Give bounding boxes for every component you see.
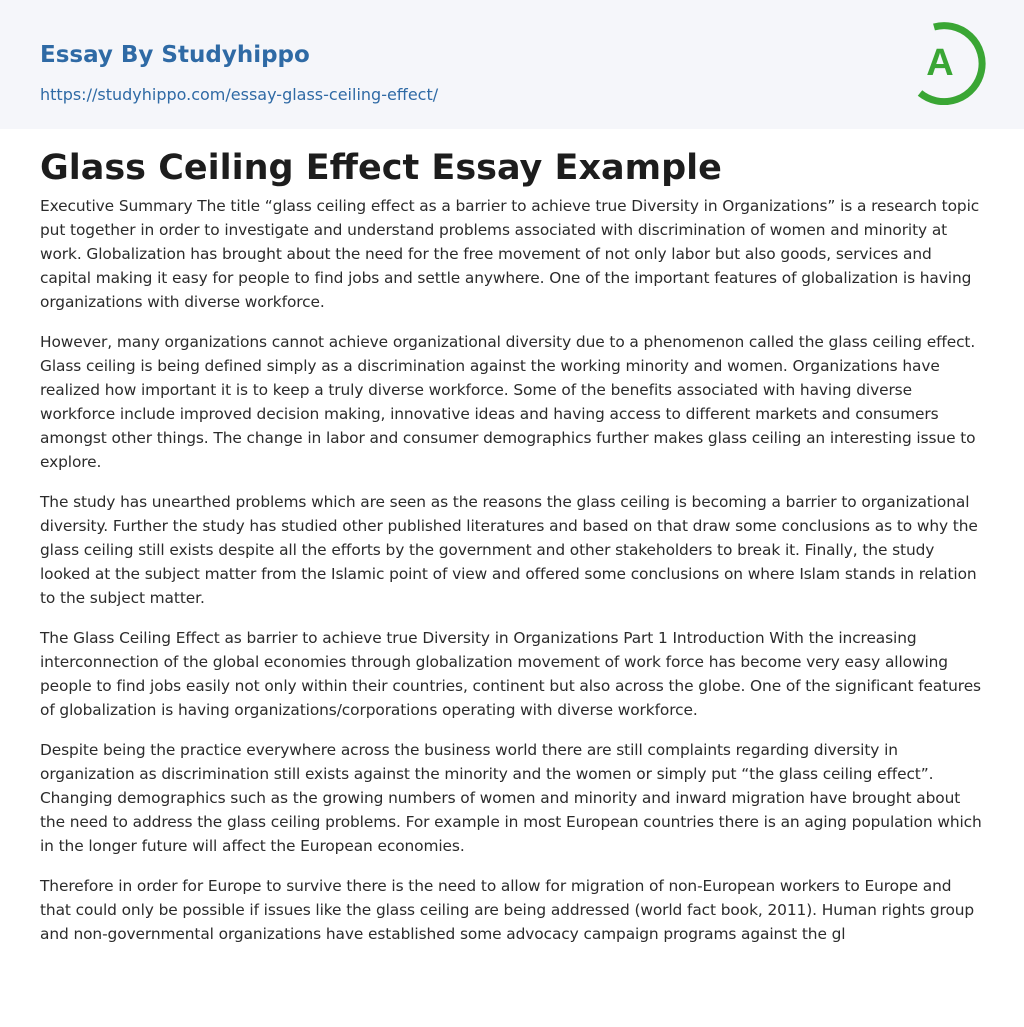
logo-letter: A (926, 42, 954, 84)
paragraph: The study has unearthed problems which are seen as the reasons the glass ceiling is becoming a barrier to organizational diversity. Further the study has studied other published literatures and based on that draw some conclusions as to why the glass ceiling still exists despite all the efforts by the government and other stakeholders to break it. Finally, the study looked at the subject matter from the Islamic point of view and offered some conclusions on where Islam stands in relation to the subject matter. (40, 493, 978, 607)
paragraph: Executive Summary The title “glass ceiling effect as a barrier to achieve true Diversity in Organizations” is a research topic put together in order to investigate and understand problems associated with discrimination of women and minority at work. Globalization has brought about the need for the free movement of not only labor but also goods, services and capital making it easy for people to find jobs and settle anywhere. One of the important features of globalization is having organizations with diverse workforce. (40, 197, 980, 311)
studyhippo-logo-icon[interactable] (912, 19, 986, 105)
article-title: Glass Ceiling Effect Essay Example (40, 148, 722, 188)
paragraph: However, many organizations cannot achieve organizational diversity due to a phenomenon called the glass ceiling effect. Glass ceiling is being defined simply as a discrimination against the working minority and women. Organizations have realized how important it is to keep a truly diverse workforce. Some of the benefits associated with having diverse workforce include improved decision making, innovative ideas and having access to different markets and consumers amongst other things. The change in labor and consumer demographics further makes glass ceiling an interesting issue to explore. (40, 333, 976, 471)
paragraph: The Glass Ceiling Effect as barrier to achieve true Diversity in Organizations Part 1 Introduction With the increasing interconnection of the global economies through globalization movement of work force has become very easy allowing people to find jobs easily not only within their countries, continent but also across the globe. One of the significant features of globalization is having organizations/corporations operating with diverse workforce. (40, 629, 981, 719)
brand-title[interactable]: Essay By Studyhippo (40, 42, 310, 68)
paragraph: Therefore in order for Europe to survive there is the need to allow for migration of non-European workers to Europe and that could only be possible if issues like the glass ceiling are being addressed (world fact book, 2011). Human rights group and non-governmental organizations have established some advocacy campaign programs against the gl (40, 877, 975, 943)
article-body (40, 194, 984, 962)
essay-url-link[interactable]: https://studyhippo.com/essay-glass-ceiling-effect/ (40, 85, 439, 104)
paragraph: Despite being the practice everywhere across the business world there are still complaints regarding diversity in organization as discrimination still exists against the minority and the women or simply put “the glass ceiling effect”. Changing demographics such as the growing numbers of women and minority and inward migration have brought about the need to address the glass ceiling problems. For example in most European countries there is an aging population which in the longer future will affect the European economies. (40, 741, 982, 855)
